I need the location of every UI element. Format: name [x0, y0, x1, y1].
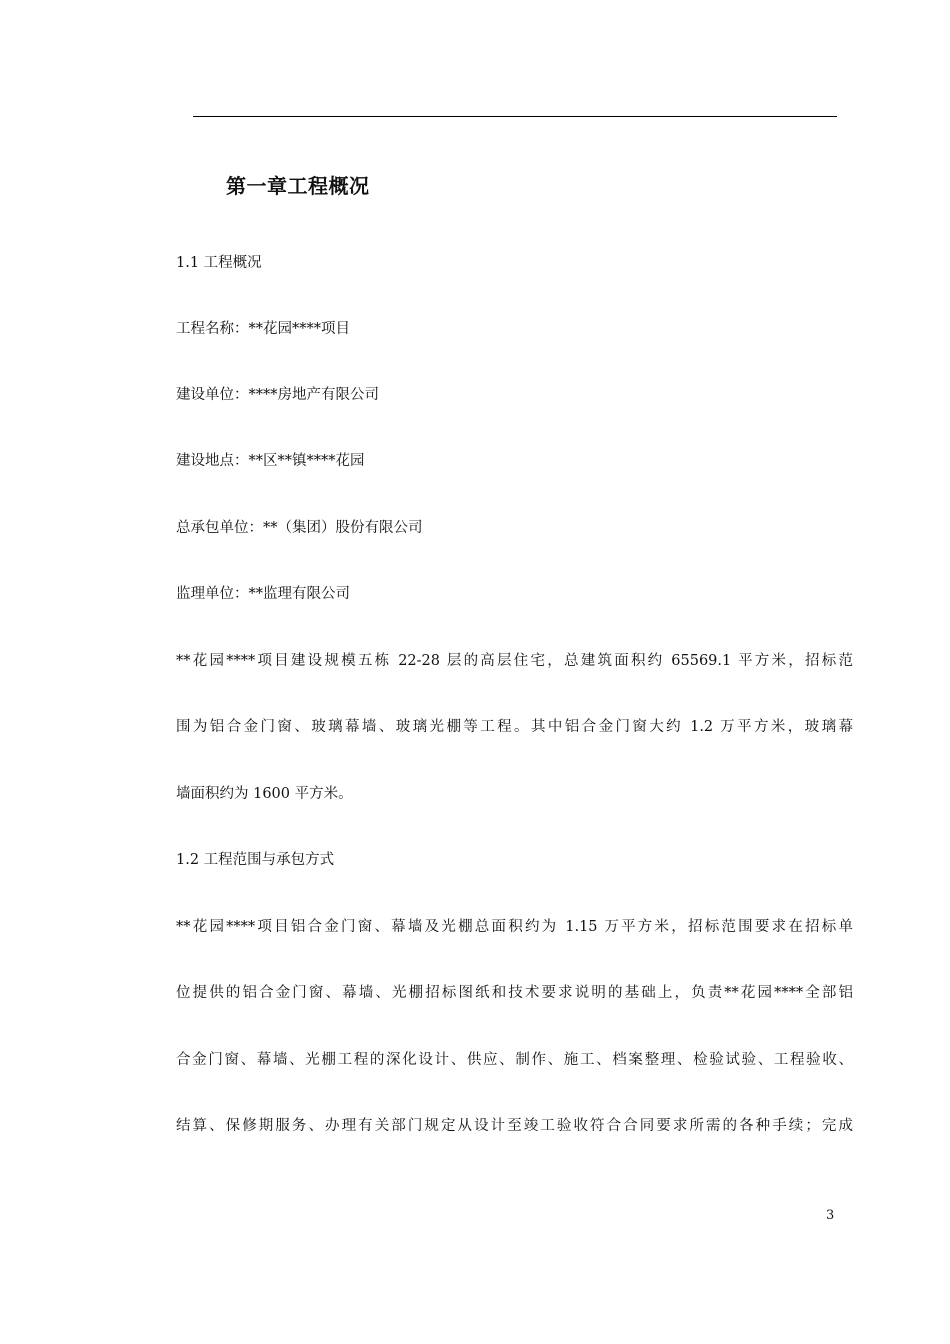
- paragraph-2-line-1: **花园****项目铝合金门窗、幕墙及光棚总面积约为 1.15 万平方米，招标范围要求在招标单: [176, 919, 853, 935]
- paragraph-1-line-2: 围为铝合金门窗、玻璃幕墙、玻璃光棚等工程。其中铝合金门窗大约 1.2 万平方米，玻璃幕: [176, 719, 853, 735]
- header-rule: [193, 116, 837, 117]
- paragraph-2-line-4: 结算、保修期服务、办理有关部门规定从设计至竣工验收符合合同要求所需的各种手续；完成: [176, 1118, 853, 1134]
- supervisor-line: 监理单位：**监理有限公司: [176, 586, 350, 602]
- paragraph-2-line-2: 位提供的铝合金门窗、幕墙、光棚招标图纸和技术要求说明的基础上，负责**花园****全部铝: [176, 985, 853, 1001]
- section-heading-1-1: 1.1 工程概况: [176, 255, 262, 271]
- location-line: 建设地点：**区**镇****花园: [176, 453, 365, 469]
- paragraph-1-line-1: **花园****项目建设规模五栋 22-28 层的高层住宅，总建筑面积约 65569.1 平方米，招标范: [176, 653, 853, 669]
- section-heading-1-2: 1.2 工程范围与承包方式: [176, 852, 335, 868]
- project-name-line: 工程名称：**花园****项目: [176, 321, 350, 337]
- paragraph-1-line-3: 墙面积约为 1600 平方米。: [176, 786, 353, 802]
- chapter-title: 第一章工程概况: [226, 174, 370, 198]
- paragraph-2-line-3: 合金门窗、幕墙、光棚工程的深化设计、供应、制作、施工、档案整理、检验试验、工程验收、: [176, 1052, 853, 1068]
- contractor-line: 总承包单位：**（集团）股份有限公司: [176, 520, 423, 536]
- page-number: 3: [826, 1208, 835, 1223]
- builder-line: 建设单位：****房地产有限公司: [176, 387, 379, 403]
